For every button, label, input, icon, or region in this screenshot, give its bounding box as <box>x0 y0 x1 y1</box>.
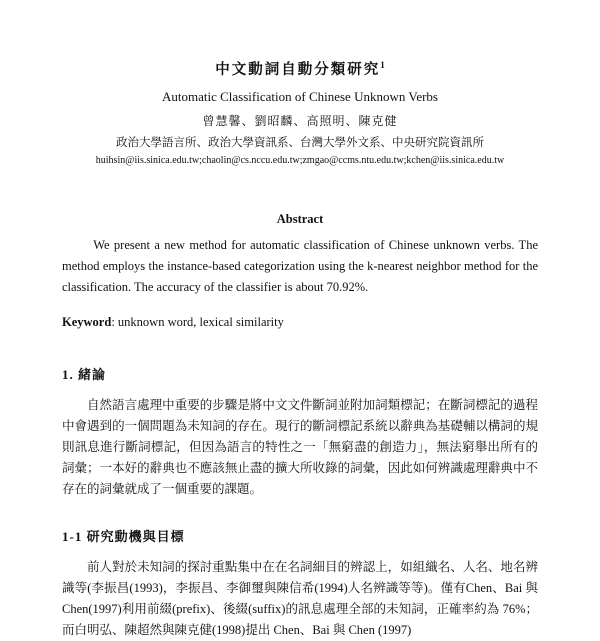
abstract-heading: Abstract <box>276 212 324 226</box>
section-1-1-body: 前人對於未知詞的探討重點集中在在名詞細目的辨認上，如組織名、人名、地名辨識等(李振昌(1993)，李振昌、李御璽與陳信希(1994)人名辨識等等)。僅有Chen、Bai 與 Chen(1997)利用前綴(prefix)、後綴(suffix)的訊息處理全部的未知詞，正確率約為 76%；而白明弘、陳超然與陳克健(1998)提出 Chen、Bai 與 Chen (1997) <box>62 560 538 637</box>
paper-title-zh <box>62 58 538 79</box>
paper-title-en: Automatic Classification of Chinese Unknown Verbs <box>162 89 438 104</box>
keyword-line <box>62 315 538 330</box>
affiliations-line: 政治大學語言所、政治大學資訊系、台灣大學外文系、中央研究院資訊所 <box>116 137 484 149</box>
title-footnote-marker: 1 <box>380 60 385 71</box>
paper-title-zh-text: 中文動詞自動分類研究 <box>215 62 381 78</box>
section-1-body: 自然語言處理中重要的步驟是將中文文件斷詞並附加詞類標記；在斷詞標記的過程中會遇到的一個問題為未知詞的存在。現行的斷詞標記系統以辭典為基礎輔以構詞的規則訊息進行斷詞標記，但因為語言的特性之一「無窮盡的創造力」，無法窮舉出所有的詞彙；一本好的辭典也不應該無止盡的擴大所收錄的詞彙，因此如何辨識處理辭典中不存在的詞彙就成了一個重要的課題。 <box>62 398 538 496</box>
abstract-body: We present a new method for automatic classification of Chinese unknown verbs. The method employs the instance-based categorization using the k-nearest neighbor method for the classification. The accuracy of the classifier is about 70.92%. <box>62 238 538 294</box>
section-1-heading: 1. 緒論 <box>62 367 107 382</box>
keyword-text: : unknown word, lexical similarity <box>111 315 284 329</box>
authors-line: 曾慧馨、劉昭麟、高照明、陳克健 <box>202 114 398 128</box>
section-1-1-heading: 1-1 研究動機與目標 <box>62 529 185 544</box>
keyword-label: Keyword <box>62 315 112 329</box>
emails-line: huihsin@iis.sinica.edu.tw;chaolin@cs.nccu.edu.tw;zmgao@ccms.ntu.edu.tw;kchen@iis.sinica.edu.tw <box>95 155 505 166</box>
